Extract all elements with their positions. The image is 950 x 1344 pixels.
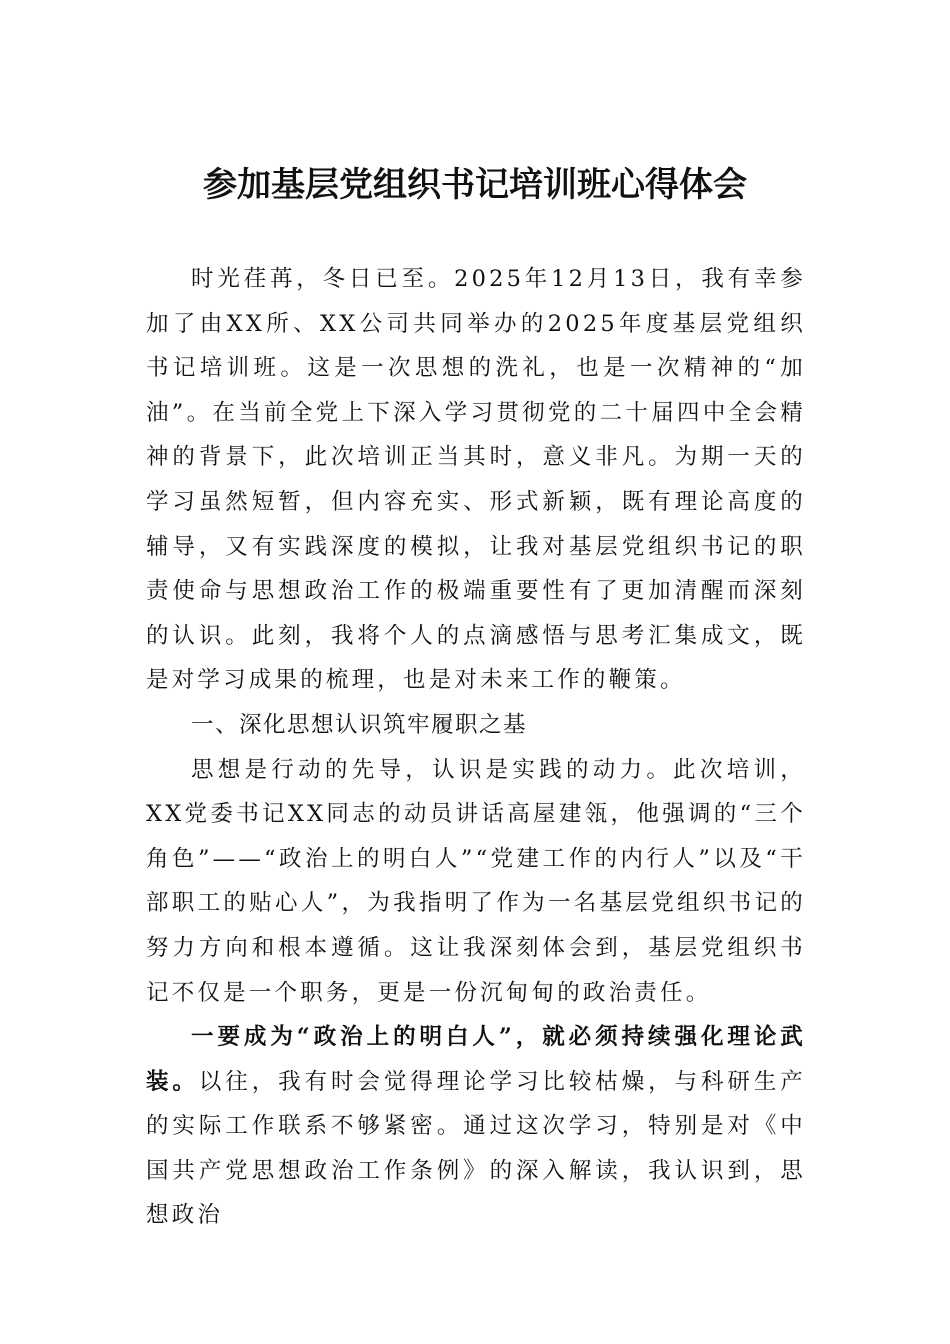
paragraph-section-1: 思想是行动的先导，认识是实践的动力。此次培训，XX党委书记XX同志的动员讲话高屋建瓴，他强调的“三个角色”——“政治上的明白人”“党建工作的内行人”以及“干部职工的贴心人”，为我指明了作为一名基层党组织书记的努力方向和根本遵循。这让我深刻体会到，基层党组织书记不仅是一个职务，更是一份沉甸甸的政治责任。 [146, 756, 806, 1006]
paragraph-point-1-text: 以往，我有时会觉得理论学习比较枯燥，与科研生产的实际工作联系不够紧密。通过这次学习，特别是对《中国共产党思想政治工作条例》的深入解读，我认识到，思想政治 [146, 1068, 806, 1229]
paragraph-intro: 时光荏苒，冬日已至。2025年12月13日，我有幸参加了由XX所、XX公司共同举办的2025年度基层党组织书记培训班。这是一次思想的洗礼，也是一次精神的“加油”。在当前全党上下深入学习贯彻党的二十届四中全会精神的背景下，此次培训正当其时，意义非凡。为期一天的学习虽然短暂，但内容充实、形式新颖，既有理论高度的辅导，又有实践深度的模拟，让我对基层党组织书记的职责使命与思想政治工作的极端重要性有了更加清醒而深刻的认识。此刻，我将个人的点滴感悟与思考汇集成文，既是对学习成果的梳理，也是对未来工作的鞭策。 [146, 266, 806, 694]
document-title: 参加基层党组织书记培训班心得体会 [203, 165, 747, 205]
paragraph-point-1-lead: 一要成为“政治上的明白人”，就必须持续强化理论武装。 [146, 1024, 806, 1095]
document-body [146, 257, 806, 1238]
paragraph-point-1 [146, 1015, 806, 1238]
section-heading-1: 一、深化思想认识筑牢履职之基 [191, 711, 528, 738]
